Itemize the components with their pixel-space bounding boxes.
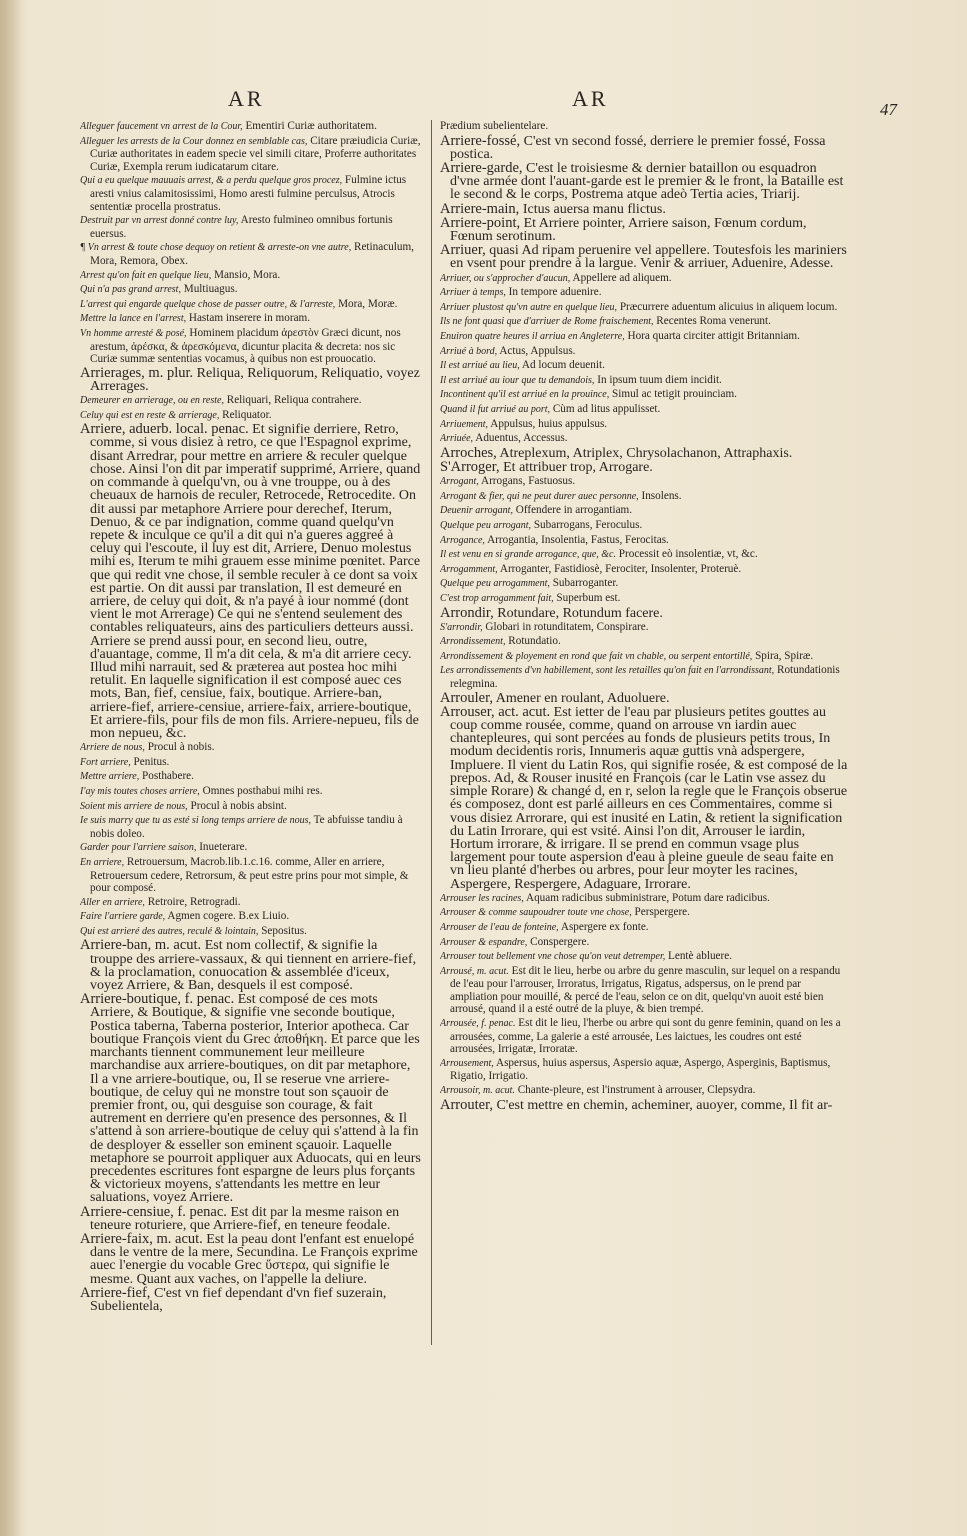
entry-headword: Arriuée, [440,433,474,445]
entry-text: Rotundare, Rotundum facere. [497,605,663,621]
entry-headword: Arrouter, [440,1096,493,1113]
entry-headword: Arrouler, [440,689,493,706]
dictionary-entry [440,635,848,649]
dictionary-entry [440,621,848,635]
entry-text: Est composé de ces mots Arriere, & Boutique, & signifie vne seconde boutique, Postica taberna, Taberna posterior, Interior apotheca. Car boutique François vient du Grec ἀποθήκη. Et parce que les marchants tiennent communement leur meilleure marchandise aux arriere-boutiques, on dit par metaphore, Il a vne arriere-boutique, ou, Il se reserue vne arriere-boutique, de celuy qui ne monstre tout son sçauoir de premier front, ou, qui desguise son courage, & fait autrement en derriere qu'en presence des personnes, & Il s'attend à son arriere-boutique de celuy qui s'attend à la fin de desployer & esseller son eminent sçauoir. Laquelle metaphore se pourroit appliquer aux Aduocats, qui en leurs precedentes escritures font espargne de leurs plus forçants & victorieux moyens, s'attendants les mettre en leur saluations, voyez Arriere. [90,992,421,1206]
entry-text: Agmen cogere. B.ex Liuio. [167,910,290,923]
entry-headword: Arriere-ban, m. acut. [80,937,202,954]
entry-headword: Arriuer à temps, [440,287,506,299]
entry-text: Atreplexum, Atriplex, Chrysolachanon, Attraphaxis. [499,445,793,461]
entry-text: Spira, Spiræ. [755,649,814,662]
right-column [440,120,848,1530]
dictionary-entry [80,800,422,814]
entry-text: Aduentus, Accessus. [475,432,568,445]
dictionary-entry [80,741,422,755]
dictionary-entry [440,906,848,920]
entry-text: Hominem placidum ἀρεστὸν Græci dicunt, nos arestum, ἀρέσκα, & ἀρεσκόμενα, dicuntur placita & decreta: nos sic Curiæ summæ sententias vocamus, à quibus non est prouocatio. [90,326,401,366]
dictionary-entry [440,132,848,162]
entry-headword: Arriué à bord, [440,345,498,357]
dictionary-entry [440,703,848,892]
entry-headword: Quelque peu arrogamment, [440,578,550,590]
entry-text: Reliquator. [222,408,272,421]
dictionary-entry [440,577,848,591]
entry-headword: Arrouser & comme saupoudrer toute vne chose, [440,907,632,919]
entry-headword: L'arrest qui engarde quelque chose de passer outre, & l'arreste, [80,298,336,310]
entry-text: Penitus. [133,755,170,768]
entry-text: Mansio, Mora. [214,268,281,281]
dictionary-entry [440,244,848,270]
entry-text: Rotundatio. [508,635,561,648]
dictionary-entry [440,936,848,950]
entry-text: Arrogans, Fastuosus. [481,475,576,488]
entry-text: Et Arriere pointer, Arriere saison, Fœnum cordum, Fœnum serotinum. [450,215,807,245]
entry-text: Insolens. [641,489,682,502]
dictionary-entry [440,1084,848,1098]
entry-text: Et signifie derriere, Retro, comme, si vous disiez à retro, ce que l'Espagnol exprime, disant Arredrar, pour mettre en arriere & reculer quelque chose. Ainsi l'on dit par imperatif supprimé, Arriere, quand on commande à quelqu'vn, ou à vne trouppe, ou à des cheuaux de harnois de reculer, Retrocede, Retrocedite. On dit aussi par metaphore Arriere pour derechef, Iterum, Denuo, & ce par indignation, comme quand quelqu'vn repete & inculque ce qu'il a dit qui n'a gueres aggreé à celuy qui l'escoute, il luy est dit, Arriere, Denuo molestus mihi es, Iterum te mihi grauem esse minime pœnitet. Parce que qui redit vne chose, il semble reculer à ce dont sa voix est partie. On dit aussi par translation, Il est demeuré en arriere, de celuy qui doit, & n'a payé à iour nommé (dont vient le mot Arrerage) Ce qui ne s'entend seulement des contables reliquateurs, ains des particuliers detteurs aussi. Arriere se prend aussi pour, en second lieu, outre, d'auantage, comme, Il m'a dit cela, & m'a dit arriere cecy. Illud mihi narrauit, sed & præterea aut postea hoc mihi retulit. En laquelle signification il est composé auec ces mots, Ban, fief, censiue, faix, boutique. Arriere-ban, arriere-fief, arriere-censiue, arriere-faix, arriere-boutique, Et arriere-fils, pour fils de mon fils. Arriere-nepueu, fils de mon nepueu, &c. [90,422,421,741]
dictionary-entry [440,475,848,489]
entry-text: Appulsus, huius appulsus. [490,417,608,430]
dictionary-entry [440,490,848,504]
entry-text: Perspergere. [634,906,690,919]
entry-text: quasi Ad ripam peruenire vel appellere. Toutesfois les mariniers en vsent pour prendre à la largue. Venir & arriuer, Aduenire, Adesse. [450,243,847,272]
running-head-right: AR [572,86,609,111]
entry-headword: Arriere-boutique, f. penac. [80,991,235,1008]
dictionary-entry [80,1230,422,1287]
dictionary-entry [80,327,422,366]
entry-text: Te abfuisse tandiu à nobis doleo. [90,814,403,840]
entry-headword: Arriere-fossé, [440,132,521,149]
entry-headword: Arrondissement, [440,636,506,648]
dictionary-entry [80,241,422,267]
entry-headword: Arrousement, [440,1057,494,1069]
dictionary-entry [440,286,848,300]
entry-text: Est la peau dont l'enfant est enuelopé dans le ventre de la mere, Secundina. Le François exprime auec l'energie du vocable Grec ὕστερα, qui signifie le mesme. Quant aux vaches, on l'appelle la deliure. [90,1231,418,1287]
dictionary-entry [80,856,422,895]
gutter-shadow [0,0,22,1536]
entry-headword: Arriere-censiue, f. penac. [80,1203,227,1220]
entry-headword: Soient mis arriere de nous, [80,800,188,812]
dictionary-entry [80,312,422,326]
entry-text: In ipsum tuum diem incidit. [597,373,722,386]
dictionary-entry [440,504,848,518]
entry-text: Subarrogans, Feroculus. [533,518,643,531]
entry-headword: Arrouser les racines, [440,892,524,904]
entry-text: Fulmine ictus aresti vnius calamitosissimi, Homo aresti fulmine perculsus, Atrocis sententiæ procella prostratus. [90,174,407,213]
entry-text: C'est le troisiesme & dernier bataillon ou esquadron d'vne armée dont l'auant-garde est le premier & le front, la Bataille est le second & le corps, Postrema atque adeò Tertia acies, Triarij. [450,161,844,203]
dictionary-entry [80,910,422,924]
dictionary-entry [80,283,422,297]
entry-headword: Arrogant & fier, qui ne peut durer auec personne, [440,490,639,502]
entry-headword: Il est arriué au iour que tu demandois, [440,374,595,386]
entry-text: Aspergere ex fonte. [560,920,649,933]
column-rule [431,120,432,1345]
dictionary-entry [80,364,422,394]
dictionary-entry [440,604,848,621]
entry-headword: Quand il fut arriué au port, [440,403,551,415]
dictionary-entry [440,345,848,359]
entry-headword: Arrogamment, [440,563,498,575]
entry-text: Appellere ad aliquem. [572,271,672,284]
entry-text: Lentè abluere. [668,950,733,963]
entry-headword: Mettre la lance en l'arrest, [80,313,187,325]
dictionary-entry [440,301,848,315]
running-head-left: AR [228,86,265,111]
entry-text: Est dit le lieu, l'herbe ou arbre qui sont du genre feminin, quand on les a arrousées, comme, La galerie a esté arrousée, Les laictues, les coudres ont esté arrousées, Irrigatæ, Irroratæ. [450,1017,841,1056]
entry-text: Ictus auersa manu flictus. [522,201,666,217]
entry-headword: Arriere-fief, [80,1284,151,1301]
entry-headword: S'arrondir, [440,621,483,633]
entry-headword: Arrouser & espandre, [440,936,528,948]
dictionary-entry [80,120,422,134]
entry-text: Præcurrere aduentum alicuius in aliquem locum. [619,300,838,313]
entry-headword: Arriuer, ou s'approcher d'aucun, [440,272,571,284]
entry-headword: Qui a eu quelque mauuais arrest, & a perdu quelque gros procez, [80,175,343,187]
entry-headword: Fort arriere, [80,756,131,768]
entry-headword: Arriere-faix, m. acut. [80,1230,203,1247]
dictionary-entry [80,785,422,799]
entry-headword: Incontinent qu'il est arriué en la prouince, [440,389,610,401]
entry-headword: Ils ne font quasi que d'arriuer de Rome fraischement, [440,316,654,328]
entry-headword: Destruit par vn arrest donné contre luy, [80,215,239,227]
dictionary-entry [80,423,422,740]
entry-text: Ad locum deuenit. [521,359,605,372]
dictionary-entry [80,896,422,910]
dictionary-entry [440,950,848,964]
entry-text: Omnes posthabui mihi res. [202,784,323,797]
entry-headword: Arrousé, m. acut. [440,965,509,977]
entry-headword: Arriuer plustost qu'vn autre en quelque lieu, [440,301,618,313]
entry-text: Hastam inserere in moram. [188,312,311,325]
entry-headword: Arrondissement & ployement en rond que fait vn chable, ou serpent entortillé, [440,650,753,662]
entry-text: Citare præiudicia Curiæ, Curiæ authoritates in eadem specie vel simili citare, Proferre authoritates Curiæ, Exempla rerum iudicatarum citare. [90,134,421,173]
dictionary-entry [440,214,848,245]
entry-headword: Arroches, [440,444,497,461]
dictionary-entry [440,1017,848,1056]
entry-text: Processit eò insolentiæ, vt, &c. [618,548,758,561]
dictionary-entry [80,925,422,939]
entry-headword: Quelque peu arrogant, [440,519,532,531]
entry-text: Chante-pleure, est l'instrument à arrouser, Clepsydra. [517,1084,756,1097]
dictionary-entry [80,1203,422,1233]
dictionary-entry [440,965,848,1016]
entry-text: Aspersus, huius aspersus, Aspersio aquæ, Aspergo, Asperginis, Baptismus, Rigatio, Irrigatio. [450,1056,831,1083]
entry-text: Amener en roulant, Aduoluere. [495,690,670,706]
dictionary-entry [440,650,848,664]
entry-headword: Les arrondissements d'vn habillement, sont les retailles qu'on fait en l'arrondissant, [440,665,775,677]
dictionary-entry [440,418,848,432]
entry-headword: Arrousoir, m. acut. [440,1085,515,1097]
entry-text: Conspergere. [530,935,590,948]
dictionary-entry [80,770,422,784]
dictionary-entry [440,374,848,388]
entry-headword: Il est arriué au lieu, [440,360,520,372]
dictionary-entry [80,756,422,770]
entry-text: Subarroganter. [552,577,619,590]
entry-headword: Aller en arriere, [80,896,145,908]
entry-text: C'est vn second fossé, derriere le premier fossé, Fossa postica. [450,133,826,162]
entry-text: Arroganter, Fastidiosè, Ferociter, Insolenter, Proteruè. [499,562,742,575]
dictionary-entry [80,174,422,213]
entry-headword: Demeurer en arrierage, ou en reste, [80,395,224,407]
dictionary-entry [80,814,422,840]
entry-text: Multiuagus. [183,283,238,296]
entry-headword: Arrouser, act. acut. [440,703,551,720]
entry-headword: Arrouser de l'eau de fonteine, [440,921,559,933]
page-number: 47 [880,100,897,119]
dictionary-entry [80,409,422,423]
entry-text: Cùm ad litus appulisset. [552,402,661,415]
entry-text: Est dit par la mesme raison en teneure roturiere, que Arriere-fief, en teneure feodale. [90,1204,400,1233]
dictionary-entry [440,388,848,402]
entry-headword: Arrousée, f. penac. [440,1018,516,1030]
entry-headword: Faire l'arriere garde, [80,911,166,923]
entry-text: Posthabere. [142,770,194,783]
entry-text: Et attribuer trop, Arrogare. [503,459,653,475]
entry-text: Retinaculum, Mora, Remora, Obex. [90,241,414,267]
entry-text: Rotundationis relegmina. [450,664,840,691]
dictionary-entry [80,1284,422,1314]
entry-text: Est nom collectif, & signifie la trouppe des arriere-vassaux, & qui tiennent en arriere-fief, & la proclamation, conuocation & assemblée d'iceux, voyez Arriere, & Ban, desquels il est composé. [90,938,417,994]
entry-headword: Arriuement, [440,418,489,430]
entry-headword: Ie suis marry que tu as esté si long temps arriere de nous, [80,815,311,827]
entry-headword: Arriere-point, [440,214,521,231]
dictionary-entry [440,432,848,446]
entry-headword: C'est trop arrogamment fait, [440,592,554,604]
entry-text: Reliquari, Reliqua contrahere. [226,394,362,407]
entry-text: Simul ac tetigit prouinciam. [612,388,737,401]
entry-text: In tempore aduenire. [508,286,602,299]
dictionary-entry [80,135,422,174]
dictionary-entry [440,534,848,548]
entry-headword: Arriere-garde, [440,160,523,176]
dictionary-entry [440,1057,848,1083]
entry-text: Reliqua, Reliquorum, Reliquatio, voyez Arrerages. [90,365,420,394]
dictionary-entry [80,269,422,283]
entry-text: Aquam radicibus subministrare, Potum dare radicibus. [525,891,770,904]
dictionary-entry [80,214,422,240]
entry-headword: En arriere, [80,856,125,868]
dictionary-entry [440,272,848,286]
dictionary-entry [80,939,422,992]
entry-headword: Arriere, aduerb. local. penac. [80,421,249,438]
dictionary-entry [440,120,848,134]
entry-headword: Qui est arrieré des autres, reculé & lointain, [80,925,259,937]
entry-text: Sepositus. [261,924,307,937]
entry-text: Recentes Roma venerunt. [656,315,771,328]
entry-headword: Il est venu en si grande arrogance, que, &c. [440,549,616,561]
entry-text: Superbum est. [556,591,621,604]
entry-headword: Alleguer faucement vn arrest de la Cour, [80,121,243,132]
dictionary-entry [440,458,848,475]
entry-text: Mora, Moræ. [338,297,398,310]
dictionary-entry [440,1096,848,1113]
entry-headword: S'Arroger, [440,458,500,475]
entry-text: Offendere in arrogantiam. [515,504,633,517]
dictionary-entry [80,298,422,312]
entry-headword: Alleguer les arrests de la Cour donnez en semblable cas, [80,135,308,147]
dictionary-entry [440,664,848,690]
dictionary-entry [440,592,848,606]
left-column [80,120,422,1530]
dictionary-entry [440,330,848,344]
entry-headword: Arrogant, [440,476,479,488]
entry-text: Actus, Appulsus. [499,344,576,357]
dictionary-entry [440,403,848,417]
dictionary-entry [440,519,848,533]
dictionary-entry [80,993,422,1204]
entry-headword: ¶ Vn arrest & toute chose dequoy on retient & arreste-on vne autre, [80,242,352,254]
entry-headword: I'ay mis toutes choses arriere, [80,785,200,797]
entry-headword: Vn homme arresté & posé, [80,327,187,339]
entry-headword: Enuiron quatre heures il arriua en Angleterre, [440,331,625,342]
dictionary-entry [440,359,848,373]
entry-headword: Arriere de nous, [80,742,145,754]
dictionary-entry [440,315,848,329]
entry-text: Prædium subelientelare. [440,120,549,132]
entry-headword: Arriuer, [440,242,486,259]
entry-text: C'est mettre en chemin, acheminer, auoyer, comme, Il fit ar- [496,1097,833,1113]
dictionary-entry [440,921,848,935]
entry-text: Est ietter de l'eau par plusieurs petites gouttes au coup comme rousée, comme, quand on arrouse vn iardin auec chantepleures, qui sont percées au fonds de plusieurs petits trous, In modum decidentis roris, Innumeris aquæ guttis vnà adspergere, Impluere. Il vient du Latin Ros, qui signifie rosée, & est composé de la prepos. Ad, & Rouser inusité en François (car le Latin vse assez du simple Rorare) & changé d, en r, selon la regle que le François obserue és composez, dont est parlé ailleurs en ces Commentaires, comme si vous disiez Arrorare, qui est inusité en Latin, & retient la signification du Latin Irrorare, qui est vsité. Ainsi l'on dit, Arrouser le iardin, Hortum irrorare, & irrigare. Il se prend en commun vsage plus largement pour toute aspersion d'eau à pleine gueule de seau faite en vn lieu planté d'herbes ou arbres, pour leur moyter les racines, Aspergere, Respergere, Adaguare, Irrorare. [450,704,848,892]
entry-text: Est dit le lieu, herbe ou arbre du genre masculin, sur lequel on a respandu de l'eau pour l'arrouser, Irroratus, Irrigatus, Rigatus, adspersus, on le prend par ampliation pour mouillé, & percé de l'eau, selon ce on dit, quelqu'vn auoit esté bien arrousé, quand il a esté outré de la pluye, & bien trempé. [450,964,841,1016]
dictionary-entry [440,162,848,202]
entry-headword: Deuenir arrogant, [440,505,513,517]
entry-headword: Arrondir, [440,604,494,621]
entry-text: Hora quarta circiter attigit Britanniam. [627,330,800,342]
entry-text: Procul à nobis absint. [190,799,287,812]
entry-headword: Arrierages, m. plur. [80,364,194,381]
entry-text: Globari in rotunditatem, Conspirare. [485,620,649,633]
entry-text: Aresto fulmineo omnibus fortunis euersus. [90,214,393,240]
entry-headword: Mettre arriere, [80,771,140,783]
entry-headword: Arrouser tout bellement vne chose qu'on veut detremper, [440,951,666,963]
entry-headword: Arrest qu'on fait en quelque lieu, [80,269,212,281]
dictionary-entry [440,892,848,906]
dictionary-entry [440,444,848,461]
dictionary-entry [80,394,422,408]
entry-text: Inueterare. [199,841,248,854]
entry-headword: Arriere-main, [440,200,520,217]
entry-headword: Qui n'a pas grand arrest, [80,284,181,296]
entry-text: Arrogantia, Insolentia, Fastus, Ferocitas. [487,533,669,546]
entry-text: Retroire, Retrogradi. [147,895,241,908]
entry-text: C'est vn fief dependant d'vn fief suzerain, Subelientela, [90,1285,387,1314]
entry-text: Ementiri Curiæ authoritatem. [245,120,377,132]
entry-headword: Celuy qui est en reste & arrierage, [80,409,220,421]
entry-text: Retrouersum, Macrob.lib.1.c.16. comme, Aller en arriere, Retrouersum cedere, Retrorsum, & peut estre prins pour mot simple, & pour composé. [90,855,409,895]
dictionary-entry [440,548,848,562]
dictionary-entry [440,563,848,577]
entry-text: Procul à nobis. [147,741,215,754]
entry-headword: Arrogance, [440,534,485,546]
dictionary-entry [80,841,422,855]
entry-headword: Garder pour l'arriere saison, [80,842,197,854]
